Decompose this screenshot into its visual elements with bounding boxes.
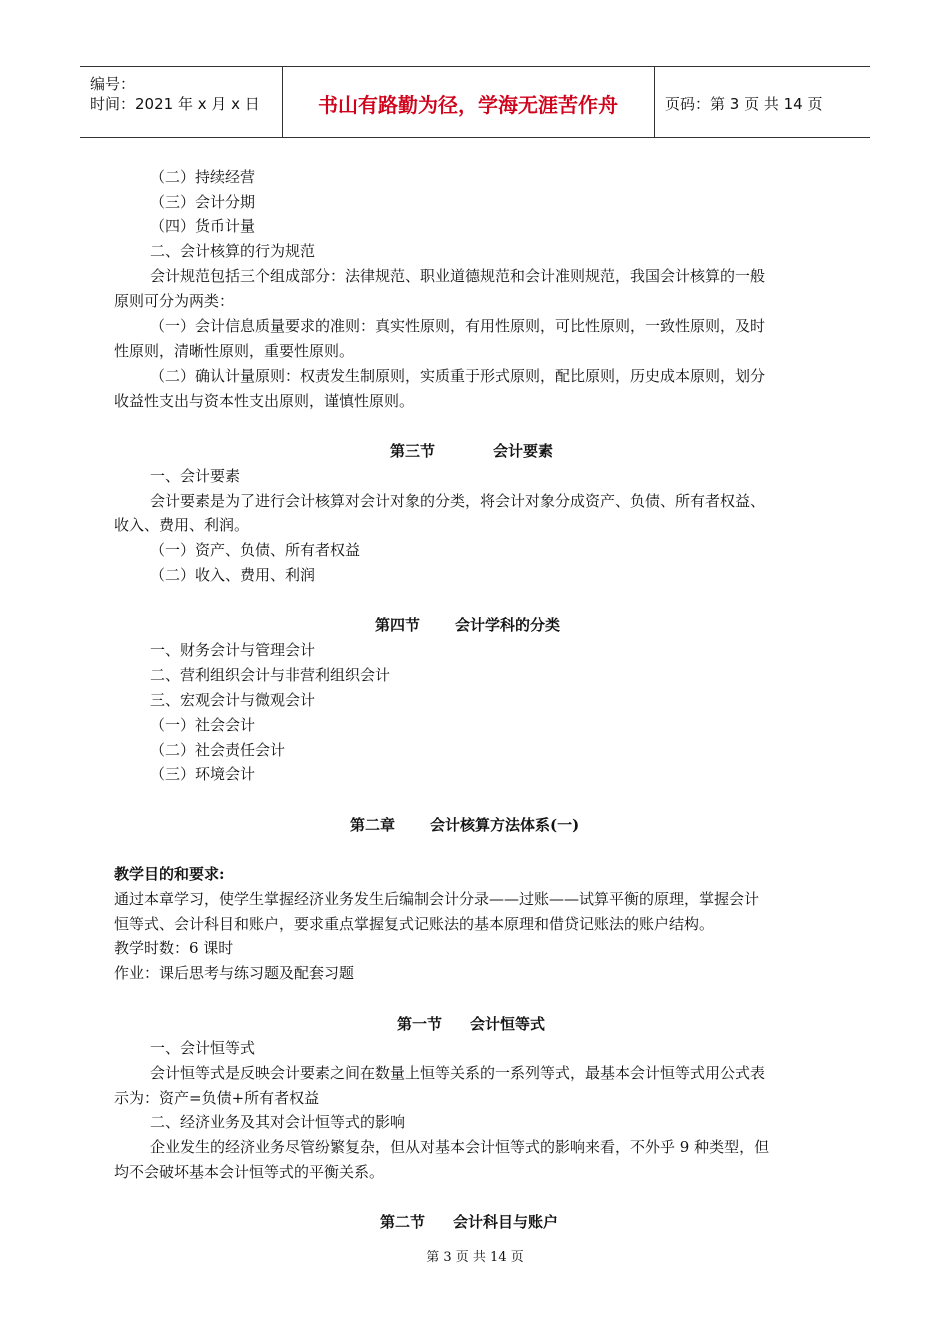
body-line: 一、财务会计与管理会计 — [150, 641, 316, 659]
body-line: 会计要素是为了进行会计核算对会计对象的分类，将会计对象分成资产、负债、所有者权益、 — [150, 492, 766, 510]
body-line: （一）会计信息质量要求的准则：真实性原则，有用性原则，可比性原则，一致性原则，及时 — [150, 317, 766, 335]
body-line: 作业：课后思考与练习题及配套习题 — [114, 964, 355, 982]
body-line: 示为：资产=负债+所有者权益 — [114, 1089, 320, 1107]
section-title: 第三节 会计要素 — [390, 442, 554, 460]
body-line: 收入、费用、利润。 — [114, 516, 250, 534]
page-header — [80, 66, 870, 138]
body-line: 性原则，清晰性原则，重要性原则。 — [114, 342, 355, 360]
page-info: 页码：第 3 页 共 14 页 — [665, 95, 823, 113]
time-label: 时间：2021 年 x 月 x 日 — [90, 95, 260, 113]
number-label: 编号： — [90, 75, 136, 93]
body-line: （一）资产、负债、所有者权益 — [150, 541, 361, 559]
body-line: 企业发生的经济业务尽管纷繁复杂，但从对基本会计恒等式的影响来看，不外乎 9 种类型，但 — [150, 1138, 770, 1156]
body-line: 会计规范包括三个组成部分：法律规范、职业道德规范和会计准则规范，我国会计核算的一般 — [150, 267, 766, 285]
body-line: （二）社会责任会计 — [150, 741, 286, 759]
motto-text: 书山有路勤为径，学海无涯苦作舟 — [318, 93, 618, 117]
body-line: 二、营利组织会计与非营利组织会计 — [150, 666, 391, 684]
body-line: （二）确认计量原则：权责发生制原则，实质重于形式原则，配比原则，历史成本原则，划分 — [150, 367, 766, 385]
chapter-title: 第二章 会计核算方法体系(一) — [350, 816, 580, 834]
body-line: （二）收入、费用、利润 — [150, 566, 316, 584]
body-line: 收益性支出与资本性支出原则，谨慎性原则。 — [114, 392, 415, 410]
section-title: 第二节 会计科目与账户 — [380, 1213, 559, 1231]
body-line: 二、经济业务及其对会计恒等式的影响 — [150, 1113, 406, 1131]
body-line: 原则可分为两类： — [114, 292, 235, 310]
body-line: 恒等式、会计科目和账户，要求重点掌握复式记账法的基本原理和借贷记账法的账户结构。 — [114, 915, 715, 933]
body-line: 会计恒等式是反映会计要素之间在数量上恒等关系的一系列等式，最基本会计恒等式用公式表 — [150, 1064, 766, 1082]
body-line: 一、会计要素 — [150, 467, 241, 485]
body-line: 三、宏观会计与微观会计 — [150, 691, 316, 709]
body-line: （四）货币计量 — [150, 217, 256, 235]
header-right-cell — [655, 67, 870, 137]
body-line: 二、会计核算的行为规范 — [150, 242, 316, 260]
body-line: （三）会计分期 — [150, 193, 256, 211]
header-motto-cell — [282, 67, 655, 137]
section-title: 第四节 会计学科的分类 — [375, 616, 561, 634]
body-line: 教学时数：6 课时 — [114, 939, 234, 957]
body-line: （三）环境会计 — [150, 765, 256, 783]
section-title: 第一节 会计恒等式 — [397, 1015, 546, 1033]
body-line: 一、会计恒等式 — [150, 1039, 256, 1057]
body-line: （一）社会会计 — [150, 716, 256, 734]
body-line: （二）持续经营 — [150, 168, 256, 186]
page-footer: 第 3 页 共 14 页 — [426, 1250, 524, 1265]
objectives-heading: 教学目的和要求: — [114, 865, 225, 883]
header-left-cell — [80, 67, 283, 137]
body-line: 通过本章学习，使学生掌握经济业务发生后编制会计分录——过账——试算平衡的原理，掌握会计 — [114, 890, 760, 908]
body-line: 均不会破坏基本会计恒等式的平衡关系。 — [114, 1163, 385, 1181]
